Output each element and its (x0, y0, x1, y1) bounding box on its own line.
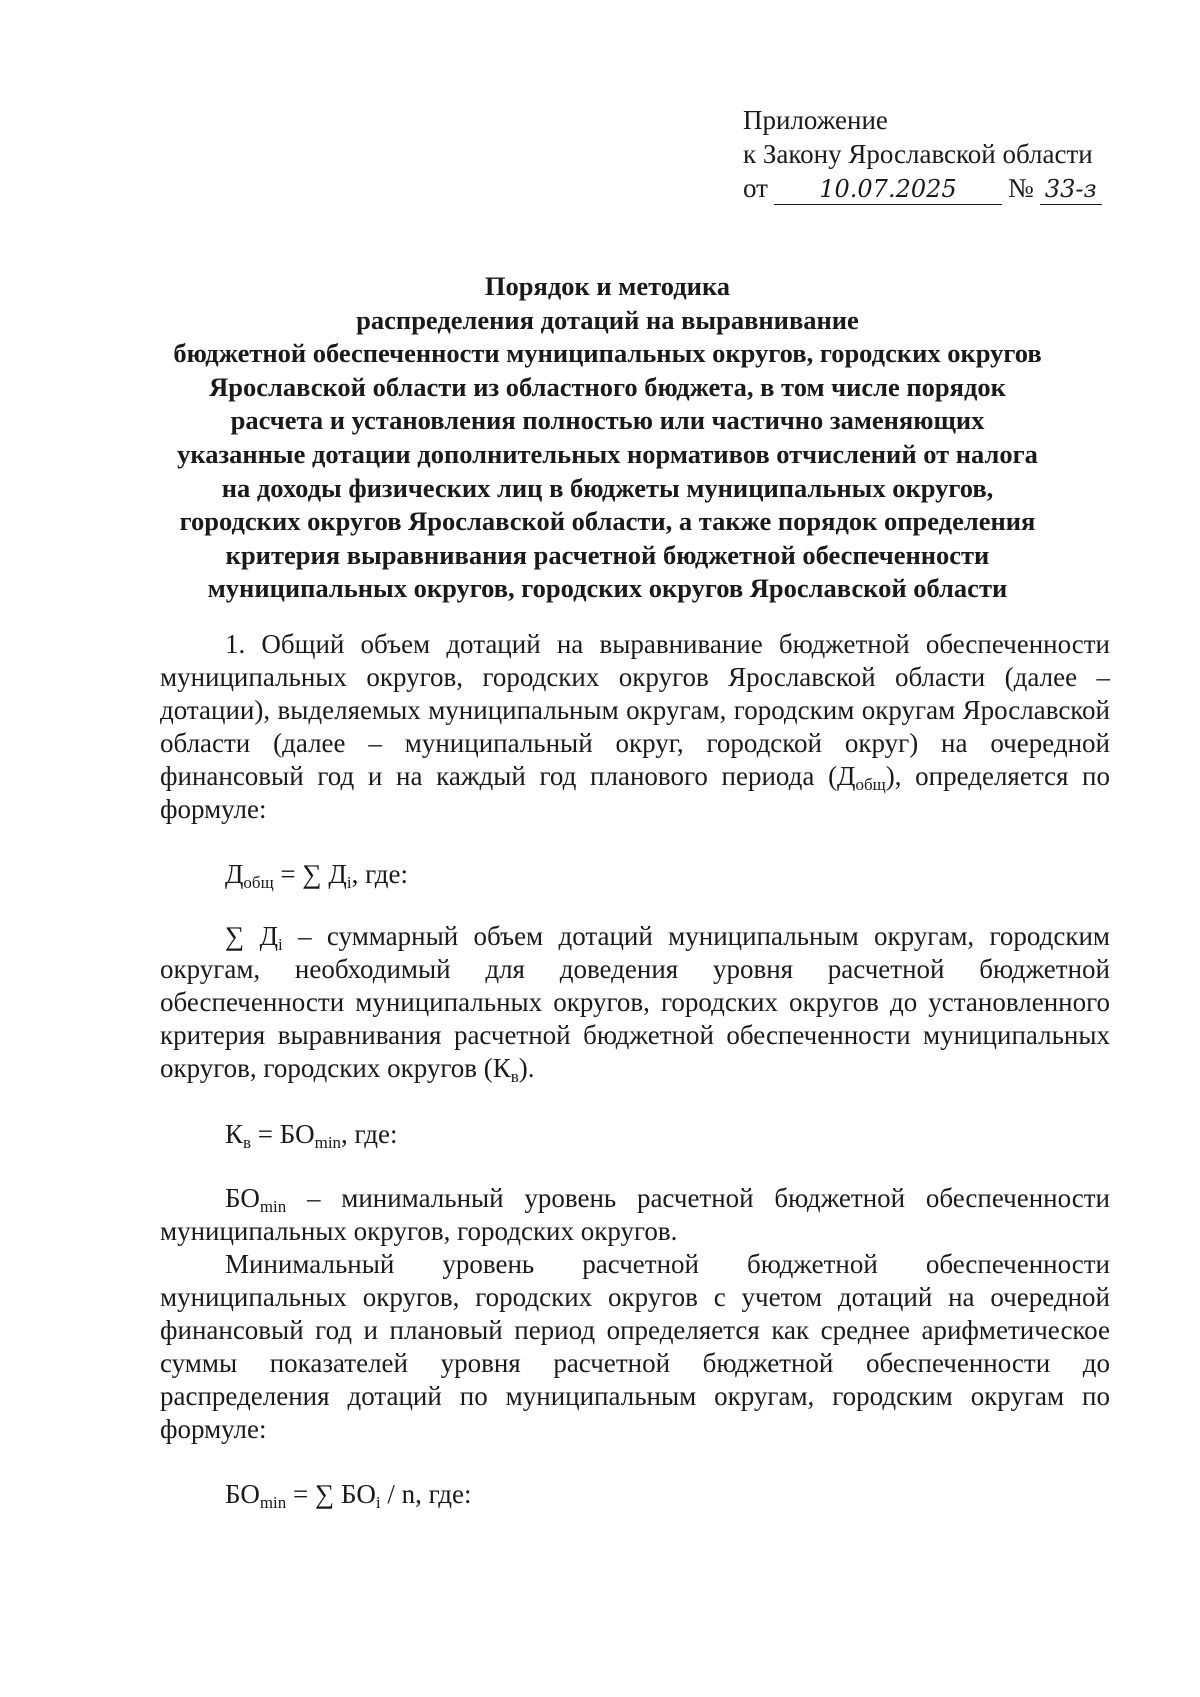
title-line: указанные дотации дополнительных нормативов отчислений от налога (177, 438, 1038, 469)
subscript: в (243, 1133, 252, 1152)
title-line: распределения дотаций на выравнивание (356, 304, 859, 335)
formula-text: / n, где: (380, 1479, 472, 1509)
paragraph-4: Минимальный уровень расчетной бюджетной обеспеченности муниципальных округов, городских округов с учетом дотаций на очередной финансовый год и плановый период определяется как среднее арифметическое суммы показателей уровня расчетной бюджетной обеспеченности до распределения дотаций по муниципальным округам, городским округам по формуле: (160, 1249, 1110, 1444)
subscript: общ (243, 873, 274, 892)
paragraph-text: БО (225, 1183, 260, 1213)
title-line: городских округов Ярославской области, а также порядок определения (179, 506, 1036, 537)
appendix-label: Приложение (743, 105, 888, 135)
paragraph-text: ), определяется по формуле: (160, 761, 1111, 824)
subscript: в (510, 1067, 519, 1086)
paragraph-text: – минимальный уровень расчетной бюджетной обеспеченности муниципальных округов, городских округов. (160, 1183, 1110, 1246)
formula-text: = БО (251, 1119, 315, 1149)
formula-text: К (225, 1119, 244, 1149)
paragraph-text: – суммарный объем дотаций муниципальным округам, городским округам, необходимый для доведения уровня расчетной бюджетной обеспеченности муниципальных округов, городских округов до установленного критерия выравнивания расчетной бюджетной обеспеченности муниципальных округов, городских округов (К (160, 921, 1111, 1083)
formula-text: , где: (351, 859, 409, 889)
subscript: общ (855, 775, 886, 794)
title-line: на доходы физических лиц в бюджеты муниципальных округов, (221, 472, 994, 503)
appendix-header (743, 103, 1102, 205)
formula-text: , где: (341, 1119, 398, 1149)
paragraph-text: ∑ Д (225, 921, 279, 951)
subscript: i (375, 1493, 381, 1512)
formula-text: = ∑ БО (286, 1479, 376, 1509)
formula-text: Д (225, 859, 244, 889)
title-line: критерия выравнивания расчетной бюджетной обеспеченности (225, 539, 990, 570)
date-number-row (743, 171, 1102, 205)
subscript: i (346, 873, 352, 892)
formula-criterion (225, 1118, 398, 1151)
title-line: муниципальных округов, городских округов Ярославской области (207, 573, 1008, 604)
subscript: min (259, 1493, 287, 1512)
paragraph-text: 1. Общий объем дотаций на выравнивание бюджетной обеспеченности муниципальных округов, городских округов Ярославской области (далее – дотации), выделяемых муниципальным округам, городским округам Ярославской области (далее – муниципальный округ, городской округ) на очередной финансовый год и на каждый год планового периода (Д (160, 629, 1110, 791)
subscript: i (278, 935, 283, 954)
paragraph-3 (160, 1182, 1110, 1248)
formula-total-subsidy (225, 858, 408, 891)
formula-min-level (225, 1478, 472, 1511)
subscript: min (314, 1133, 342, 1152)
handwritten-date: 10.07.2025 (774, 174, 1002, 205)
from-label: от (743, 173, 768, 203)
paragraph-text: ). (518, 1053, 535, 1083)
subscript: min (259, 1197, 287, 1216)
title-line: Порядок и методика (484, 271, 731, 301)
title-line: бюджетной обеспеченности муниципальных округов, городских округов (173, 338, 1042, 369)
title-line: Ярославской области из областного бюджета, в том числе порядок (209, 371, 1006, 402)
title-line: расчета и установления полностью или частично заменяющих (230, 405, 985, 436)
formula-text: БО (225, 1479, 260, 1509)
law-reference: к Закону Ярославской области (743, 139, 1093, 169)
formula-text: = ∑ Д (273, 859, 347, 889)
number-label: № (1007, 173, 1034, 203)
handwritten-number: 33-з (1040, 174, 1102, 205)
paragraph-1 (160, 628, 1110, 826)
document-title (140, 270, 1075, 606)
paragraph-2 (160, 920, 1110, 1085)
